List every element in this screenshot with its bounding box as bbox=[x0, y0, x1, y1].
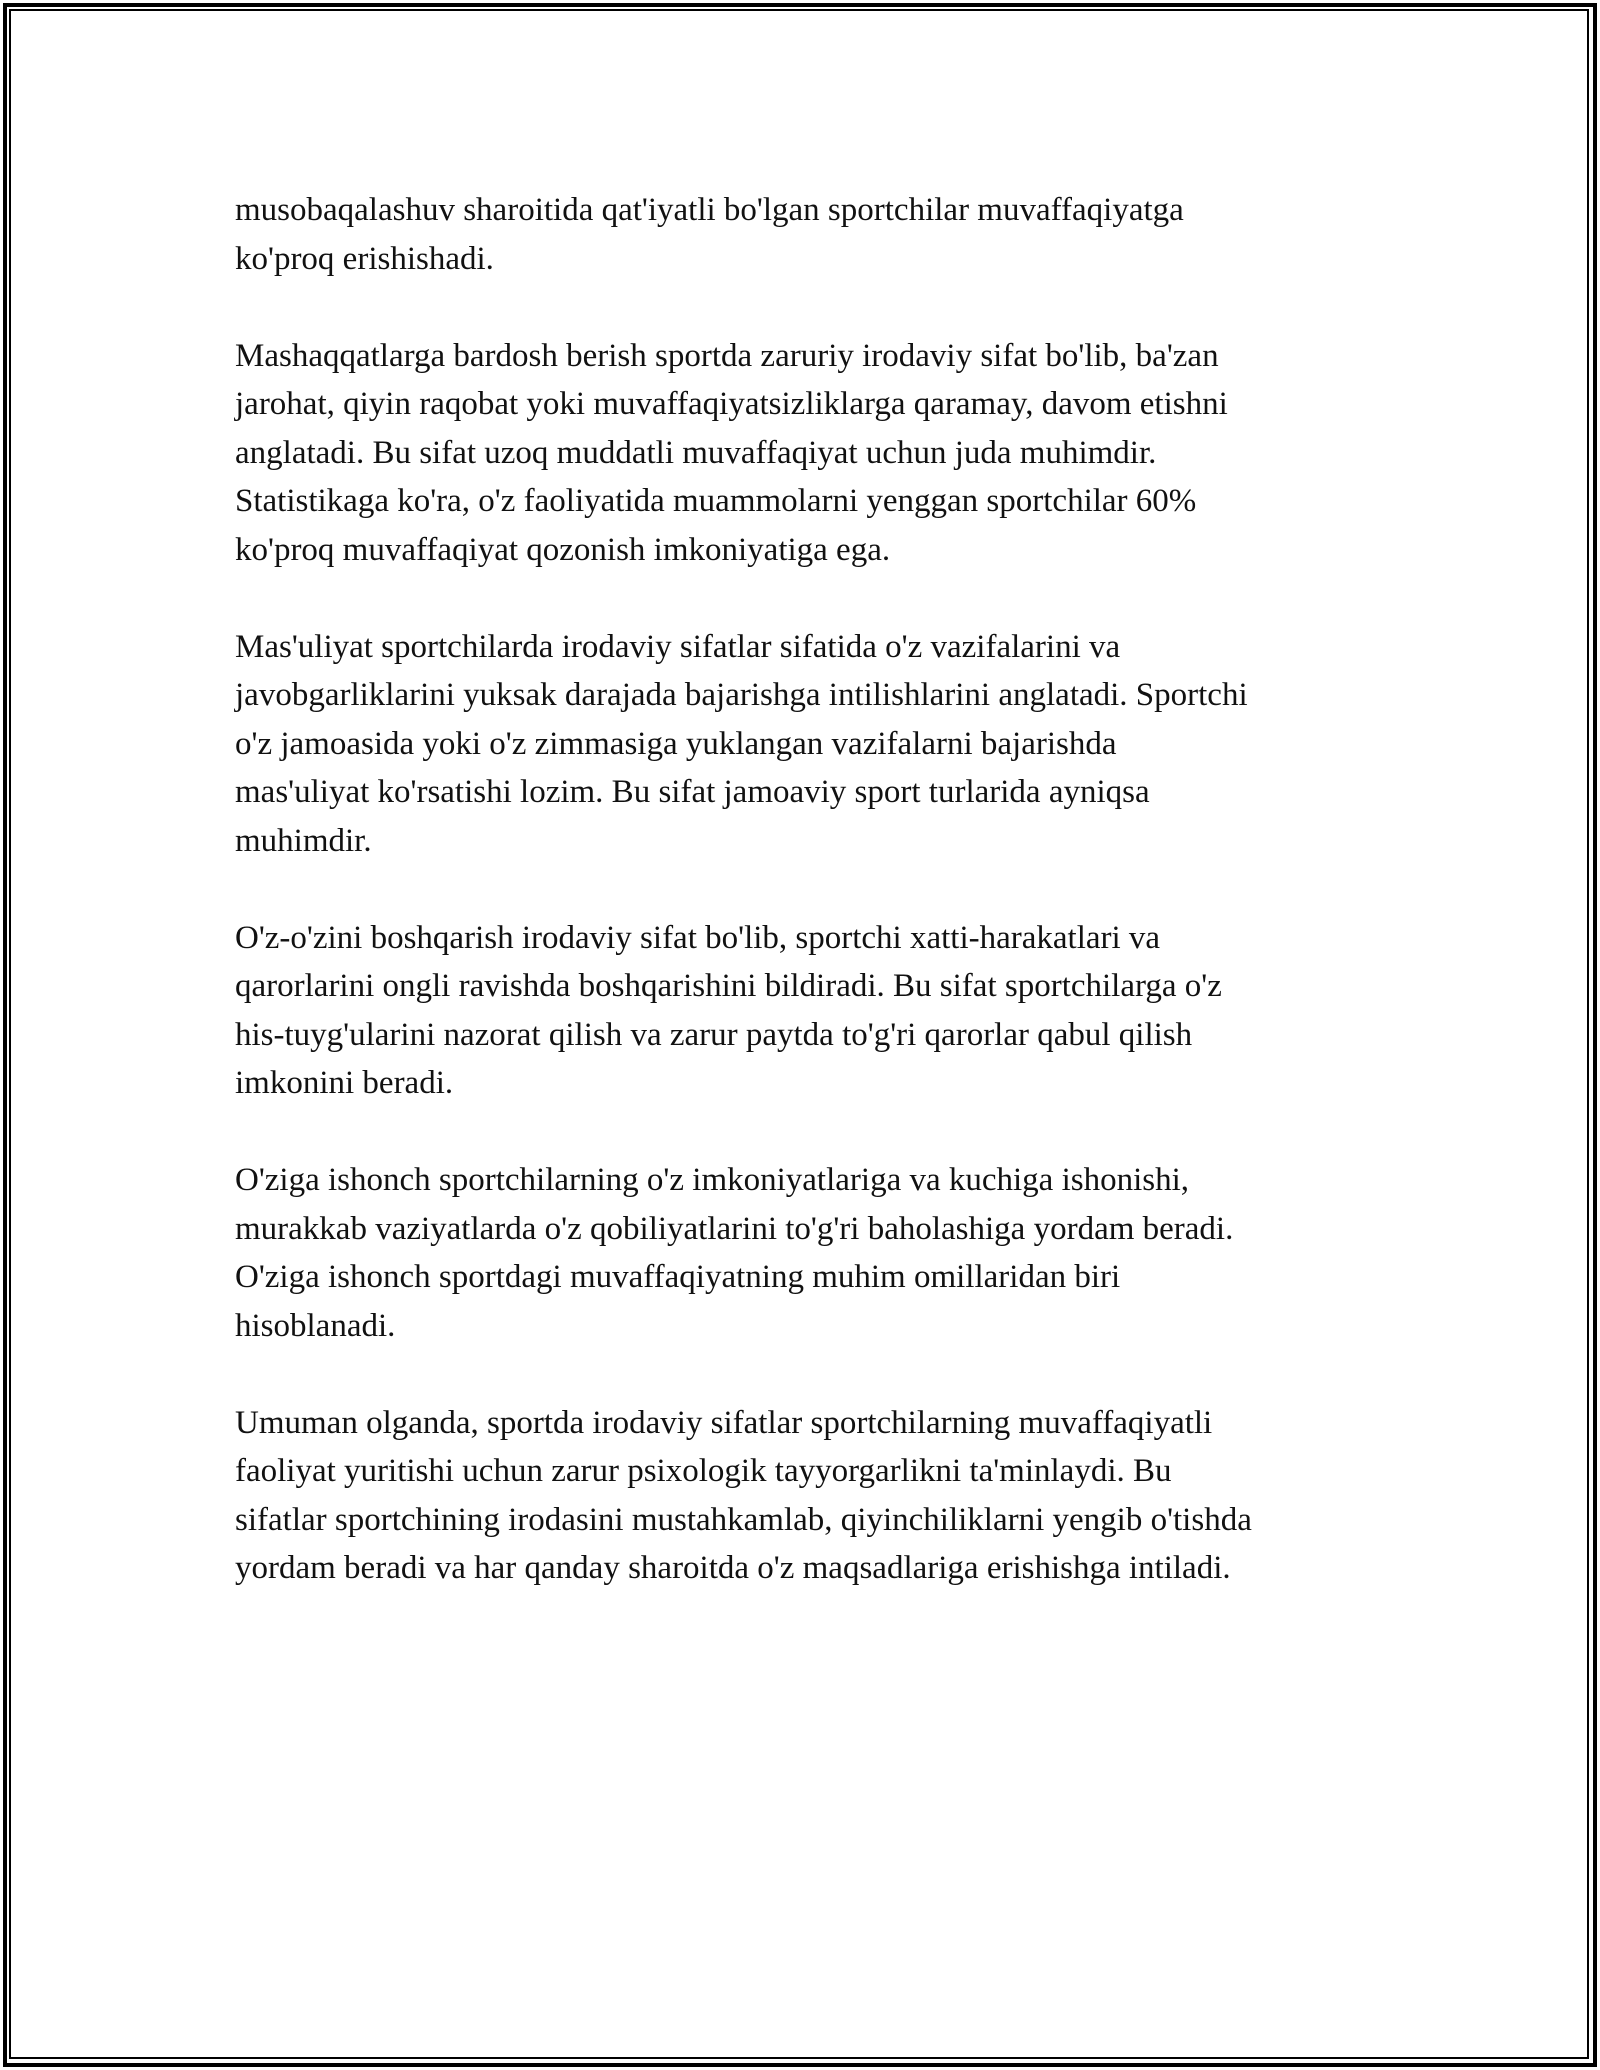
text-line: faoliyat yuritishi uchun zarur psixologik tayyorgarlikni ta'minlaydi. Bu bbox=[235, 1453, 1172, 1489]
text-line: murakkab vaziyatlarda o'z qobiliyatlarini to'g'ri baholashiga yordam beradi. bbox=[235, 1210, 1234, 1247]
text-line: ko'proq muvaffaqiyat qozonish imkoniyatiga ega. bbox=[235, 531, 891, 568]
text-line: mas'uliyat ko'rsatishi lozim. Bu sifat jamoaviy sport turlarida ayniqsa bbox=[235, 774, 1150, 810]
text-line: jarohat, qiyin raqobat yoki muvaffaqiyatsizliklarga qaramay, davom etishni bbox=[235, 386, 1228, 422]
paragraph-3 bbox=[235, 623, 1395, 866]
paragraph-1 bbox=[235, 186, 1395, 283]
text-line: javobgarliklarini yuksak darajada bajarishga intilishlarini anglatadi. Sportchi bbox=[235, 677, 1248, 713]
text-line: o'z jamoasida yoki o'z zimmasiga yuklangan vazifalarni bajarishda bbox=[235, 725, 1117, 762]
text-line: O'ziga ishonch sportchilarning o'z imkoniyatlariga va kuchiga ishonishi, bbox=[235, 1162, 1190, 1198]
text-line: Mashaqqatlarga bardosh berish sportda zaruriy irodaviy sifat bo'lib, ba'zan bbox=[235, 337, 1219, 374]
text-line: imkonini beradi. bbox=[235, 1065, 454, 1101]
text-line: his-tuyg'ularini nazorat qilish va zarur paytda to'g'ri qarorlar qabul qilish bbox=[235, 1016, 1193, 1053]
text-line: qarorlarini ongli ravishda boshqarishini bildiradi. Bu sifat sportchilarga o'z bbox=[235, 968, 1222, 1004]
text-line: hisoblanadi. bbox=[235, 1307, 396, 1344]
paragraph-5 bbox=[235, 1156, 1395, 1350]
text-line: Umuman olganda, sportda irodaviy sifatlar sportchilarning muvaffaqiyatli bbox=[235, 1404, 1213, 1441]
text-line: ko'proq erishishadi. bbox=[235, 240, 494, 277]
paragraph-4 bbox=[235, 914, 1395, 1108]
text-line: anglatadi. Bu sifat uzoq muddatli muvaffaqiyat uchun juda muhimdir. bbox=[235, 434, 1157, 471]
paragraph-2 bbox=[235, 332, 1395, 575]
paragraph-6 bbox=[235, 1399, 1395, 1593]
text-line: muhimdir. bbox=[235, 822, 372, 859]
text-line: musobaqalashuv sharoitida qat'iyatli bo'lgan sportchilar muvaffaqiyatga bbox=[235, 192, 1184, 228]
text-line: Statistikaga ko'ra, o'z faoliyatida muammolarni yenggan sportchilar 60% bbox=[235, 483, 1197, 519]
text-line: O'z-o'zini boshqarish irodaviy sifat bo'lib, sportchi xatti-harakatlari va bbox=[235, 919, 1161, 956]
text-line: yordam beradi va har qanday sharoitda o'z maqsadlariga erishishga intiladi. bbox=[235, 1550, 1231, 1586]
text-line: Mas'uliyat sportchilarda irodaviy sifatlar sifatida o'z vazifalarini va bbox=[235, 628, 1121, 665]
document-body bbox=[235, 186, 1395, 1641]
text-line: O'ziga ishonch sportdagi muvaffaqiyatning muhim omillaridan biri bbox=[235, 1259, 1121, 1295]
text-line: sifatlar sportchining irodasini mustahkamlab, qiyinchiliklarni yengib o'tishda bbox=[235, 1501, 1252, 1538]
